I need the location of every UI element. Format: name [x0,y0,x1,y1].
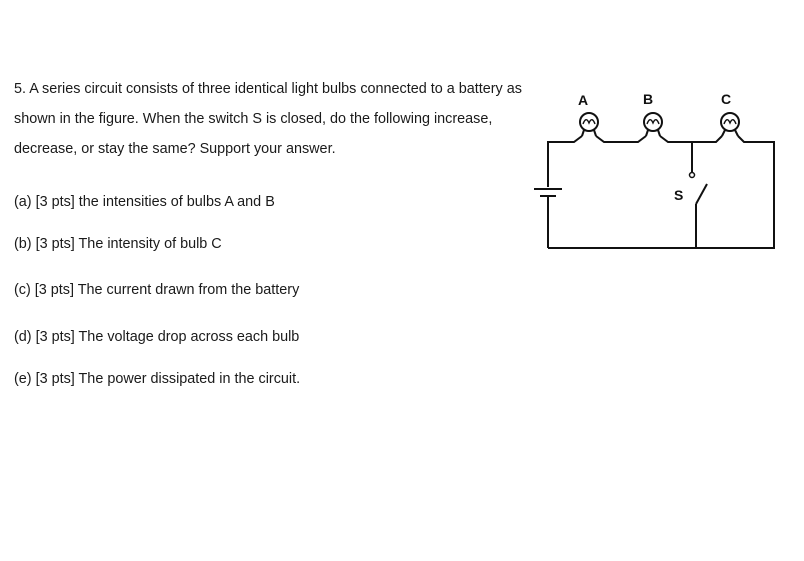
question-part-e: (e) [3 pts] The power dissipated in the circuit. [14,371,301,387]
bulb-a-label: A [578,92,589,108]
bulb-a-icon [580,113,598,136]
question-intro-block [14,74,524,164]
switch-contact [690,173,695,178]
question-part-b: (b) [3 pts] The intensity of bulb C [14,236,222,252]
question-part-d: (d) [3 pts] The voltage drop across each bulb [14,329,300,345]
wire-a-b [596,136,646,142]
circuit-diagram [530,80,790,260]
bulb-c-icon [721,113,739,136]
bulb-b-icon [644,113,662,136]
wire-right [548,136,774,248]
wire-top-left [548,136,582,143]
switch-blade [696,184,707,204]
question-part-a: (a) [3 pts] the intensities of bulbs A and B [14,194,275,210]
bulb-b-label: B [643,91,654,107]
switch-label: S [674,187,684,203]
question-intro: 5. A series circuit consists of three identical light bulbs connected to a battery as shown in the figure. When the switch S is closed, do the following increase, decrease, or stay the same? Support your answer. [14,81,522,157]
question-part-c: (c) [3 pts] The current drawn from the battery [14,282,300,298]
bulb-c-label: C [721,91,732,107]
wire-b-c [660,136,722,142]
